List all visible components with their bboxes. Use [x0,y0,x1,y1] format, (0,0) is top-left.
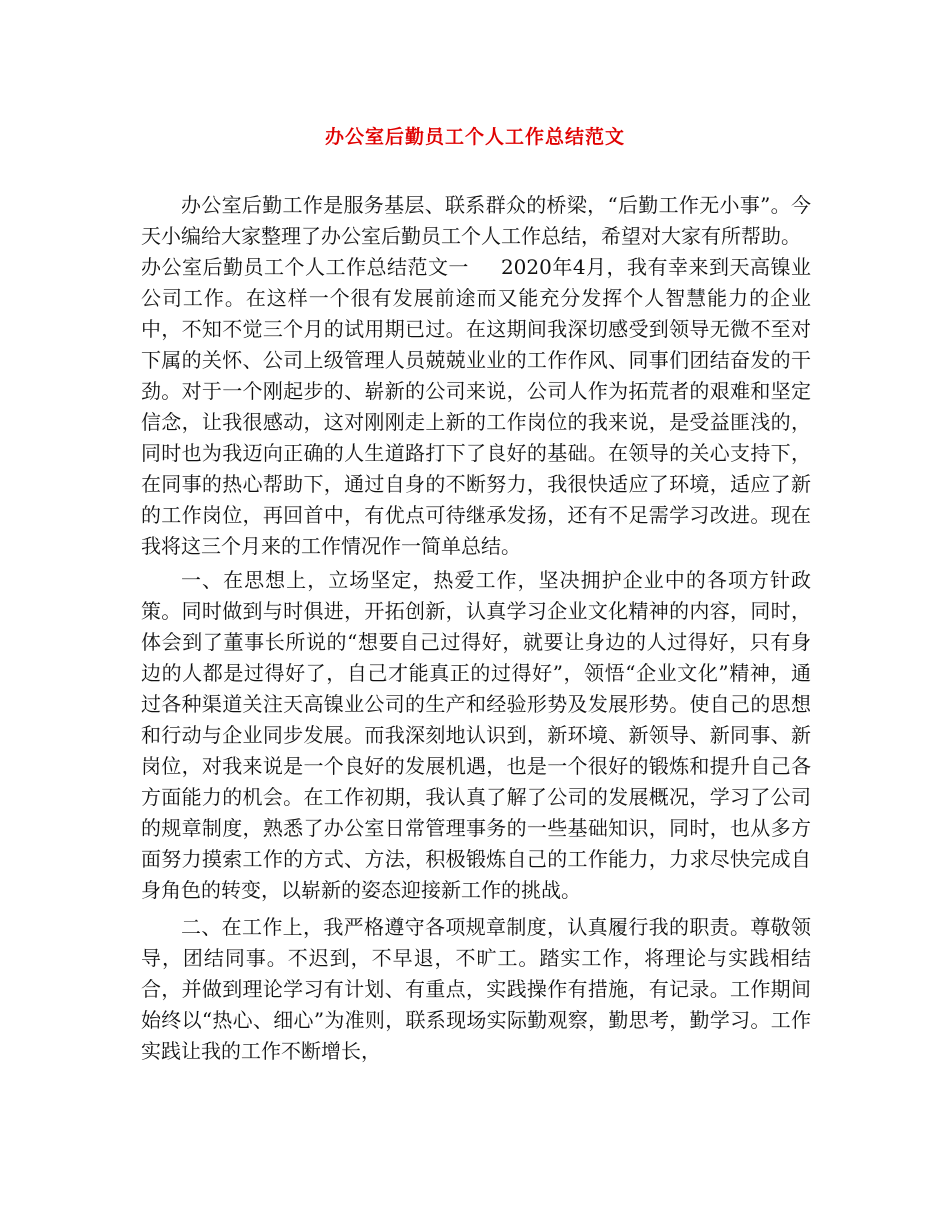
intro-paragraph: 办公室后勤工作是服务基层、联系群众的桥梁，“后勤工作无小事”。今天小编给大家整理了办公室后勤员工个人工作总结，希望对大家有所帮助。 [141,193,811,248]
document-body [141,190,811,1067]
paragraph-3: 二、在工作上，我严格遵守各项规章制度，认真履行我的职责。尊敬领导，团结同事。不迟到，不早退，不旷工。踏实工作，将理论与实践相结合，并做到理论学习有计划、有重点，实践操作有措施，有记录。工作期间始终以“热心、细心”为准则，联系现场实际勤观察，勤思考，勤学习。工作实践让我的工作不断增长， [141,915,811,1063]
section-heading: 办公室后勤员工个人工作总结范文一 [141,255,469,279]
section-paragraph-1 [141,252,811,562]
document-title: 办公室后勤员工个人工作总结范文 [324,126,625,148]
paragraph-2: 一、在思想上，立场坚定，热爱工作，坚决拥护企业中的各项方针政策。同时做到与时俱进，开拓创新，认真学习企业文化精神的内容，同时，体会到了董事长所说的“想要自己过得好，就要让身边的人过得好，只有身边的人都是过得好了，自己才能真正的过得好”，领悟“企业文化”精神，通过各种渠道关注天高镍业公司的生产和经验形势及发展形势。使自己的思想和行动与企业同步发展。而我深刻地认识到，新环境、新领导、新同事、新岗位，对我来说是一个良好的发展机遇，也是一个很好的锻炼和提升自己各方面能力的机会。在工作初期，我认真了解了公司的发展概况，学习了公司的规章制度，熟悉了办公室日常管理事务的一些基础知识，同时，也从多方面努力摸索工作的方式、方法，积极锻炼自己的工作能力，力求尽快完成自身角色的转变，以崭新的姿态迎接新工作的挑战。 [141,568,811,902]
paragraph-1-text: 2020年4月，我有幸来到天高镍业公司工作。在这样一个很有发展前途而又能充分发挥个人智慧能力的企业中，不知不觉三个月的试用期已过。在这期间我深切感受到领导无微不至对下属的关怀、公司上级管理人员兢兢业业的工作作风、同事们团结奋发的干劲。对于一个刚起步的、崭新的公司来说，公司人作为拓荒者的艰难和坚定信念，让我很感动，这对刚刚走上新的工作岗位的我来说，是受益匪浅的，同时也为我迈向正确的人生道路打下了良好的基础。在领导的关心支持下，在同事的热心帮助下，通过自身的不断努力，我很快适应了环境，适应了新的工作岗位，再回首中，有优点可待继承发扬，还有不足需学习改进。现在我将这三个月来的工作情况作一简单总结。 [141,255,812,558]
